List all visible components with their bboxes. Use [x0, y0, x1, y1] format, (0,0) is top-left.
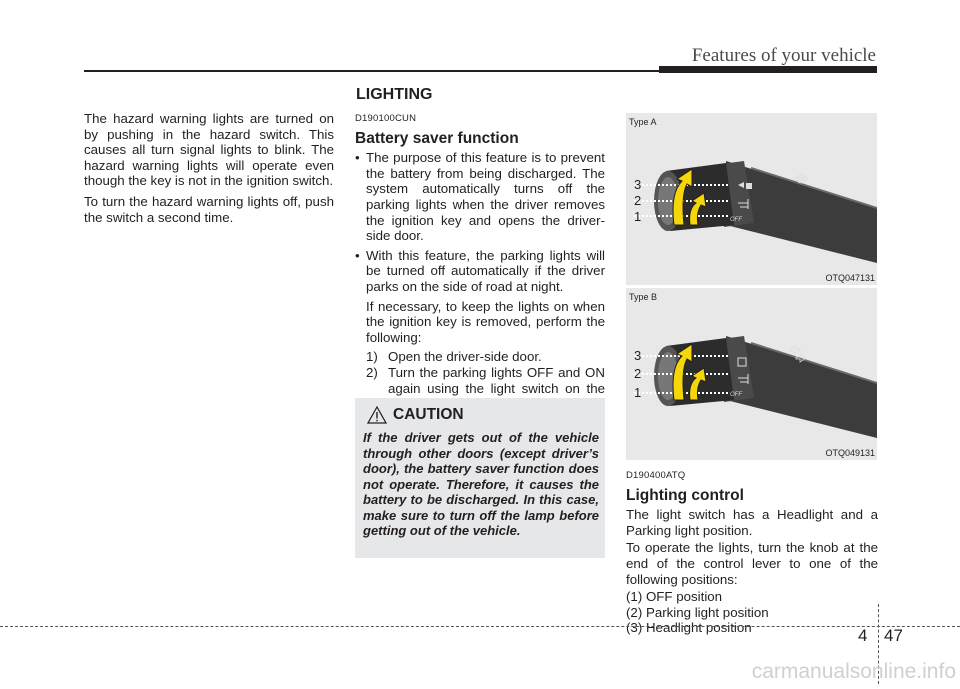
- off-label: OFF: [730, 392, 742, 398]
- caution-box: [355, 398, 605, 558]
- hazard-paragraph-1: The hazard warning lights are turned on by pushing in the hazard switch. This causes all turn signal lights to blink. The hazard warning lights will operate even though the key is not in the ignition switch.: [84, 111, 334, 189]
- lighting-paragraph-1: The light switch has a Headlight and a Parking light position.: [626, 507, 878, 538]
- light-switch-lever-illustration: [626, 288, 877, 460]
- light-switch-lever-illustration: [626, 113, 877, 285]
- step-text: Open the driver-side door.: [388, 349, 542, 365]
- lighting-positions-list: [626, 589, 878, 636]
- battery-sub-paragraph: If necessary, to keep the lights on when the ignition key is removed, perform the following:: [366, 298, 605, 345]
- section-title: LIGHTING: [356, 86, 433, 103]
- position-label-2: 2: [634, 193, 642, 208]
- position-label-1: 1: [634, 209, 642, 224]
- warning-triangle-icon: [367, 406, 387, 424]
- list-item: (3) Headlight position: [626, 620, 752, 636]
- position-label-3: 3: [634, 348, 642, 363]
- figure-type-b: [626, 288, 877, 460]
- caution-title-row: [367, 406, 605, 424]
- position-label-2: 2: [634, 366, 642, 381]
- figure-type-label: Type B: [629, 292, 658, 302]
- battery-step-1: [366, 349, 605, 365]
- bullet-text: With this feature, the parking lights will be turned off automatically if the driver parks on the side of road at night.: [366, 247, 605, 294]
- step-number: 1): [366, 349, 378, 365]
- position-label-3: 3: [634, 177, 642, 192]
- figure-type-a: [626, 113, 877, 285]
- bullet-dot: •: [355, 247, 360, 263]
- battery-heading: Battery saver function: [355, 129, 519, 147]
- battery-bullet-1: [355, 150, 605, 244]
- header-bar: [659, 66, 877, 73]
- caution-title: CAUTION: [393, 406, 464, 423]
- footer-rule: [0, 626, 960, 627]
- list-item: (1) OFF position: [626, 589, 723, 605]
- figure-code: OTQ047131: [825, 273, 875, 283]
- step-number: 2): [366, 364, 378, 380]
- step-text: Turn the parking lights OFF and ON again using the light switch on the: [388, 364, 605, 396]
- lighting-paragraph-2: To operate the lights, turn the knob at the end of the control lever to one of the following positions:: [626, 540, 878, 587]
- watermark: carmanualsonline.info: [751, 660, 956, 683]
- column-hazard: [84, 111, 334, 230]
- lighting-heading: Lighting control: [626, 486, 744, 504]
- column-lighting-control: [626, 468, 878, 636]
- column-battery-saver: [355, 111, 605, 412]
- header-title: Features of your vehicle: [691, 45, 876, 66]
- bullet-text: The purpose of this feature is to prevent the battery from being discharged. The system automatically turns off the parking lights when the driver removes the ignition key and opens the driver-side door.: [366, 150, 605, 244]
- hazard-paragraph-2: To turn the hazard warning lights off, push the switch a second time.: [84, 193, 334, 225]
- position-label-1: 1: [634, 385, 642, 400]
- battery-bullet-2: [355, 248, 605, 295]
- bullet-dot: •: [355, 150, 360, 166]
- lighting-code: D190400ATQ: [626, 470, 686, 481]
- list-item: (2) Parking light position: [626, 604, 769, 620]
- off-label: OFF: [730, 217, 742, 223]
- header-rule: [84, 70, 659, 72]
- chapter-number: 4: [858, 626, 868, 645]
- page-number: 47: [884, 626, 903, 645]
- caution-text: If the driver gets out of the vehicle through other doors (except driver’s door), the battery saver function does not operate. Therefore, it causes the battery to be discharged. In this case, make sure to turn off the lamp before getting out of the vehicle.: [363, 430, 599, 538]
- figure-code: OTQ049131: [825, 448, 875, 458]
- battery-code: D190100CUN: [355, 113, 417, 124]
- figure-type-label: Type A: [629, 117, 657, 127]
